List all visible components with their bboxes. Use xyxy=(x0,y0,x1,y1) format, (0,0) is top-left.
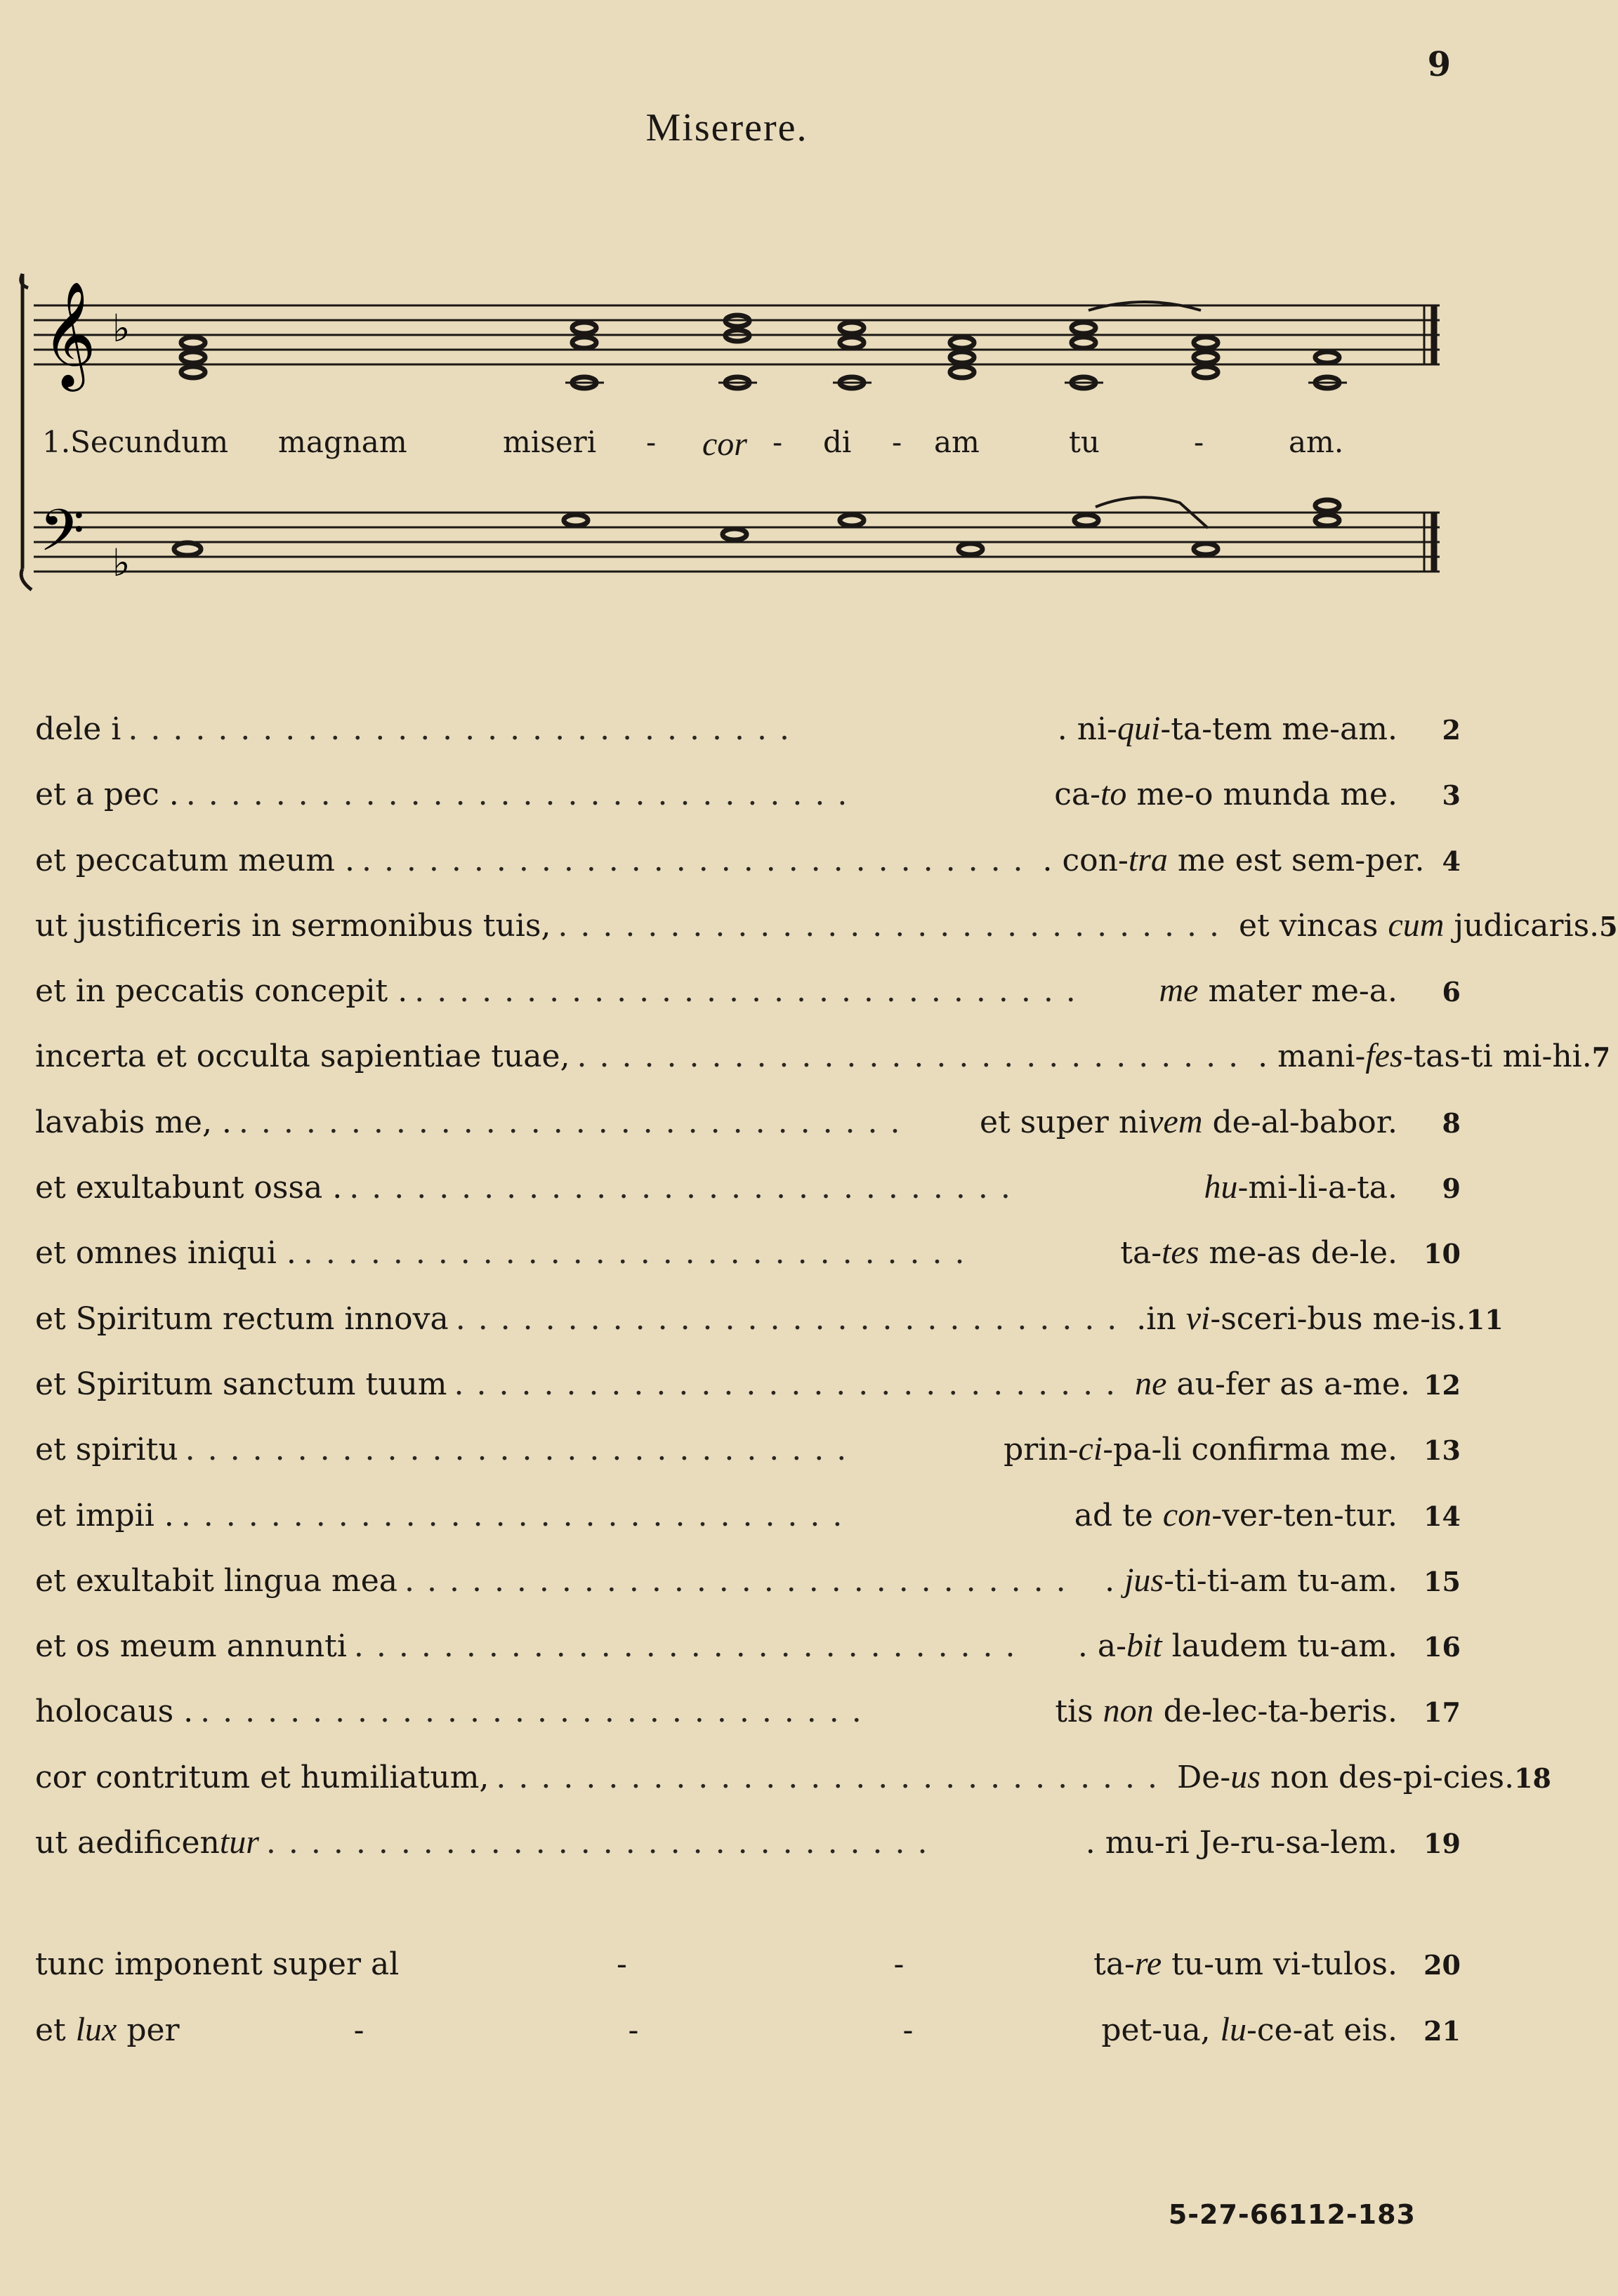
lyric-syllable: am. xyxy=(1289,425,1344,459)
verse-start: et Spiritum sanctum tuum xyxy=(35,1366,447,1402)
verse-row: cor contritum et humiliatum, .............................. De-us non des-pi-cies. 18 xyxy=(35,1757,1551,1795)
bass-clef-icon: 𝄢 xyxy=(39,496,85,579)
page-number: 9 xyxy=(1427,45,1451,84)
verse-end: me mater me-a. xyxy=(1159,972,1397,1010)
verse-number: 8 xyxy=(1442,1107,1461,1139)
verse-end: ad te con-ver-ten-tur. xyxy=(1074,1496,1397,1533)
verse-start: et peccatum meum . xyxy=(35,842,355,878)
verse-end: . mu-ri Je-ru-sa-lem. xyxy=(1085,1825,1397,1861)
verse-start: et in peccatis concepit . xyxy=(35,973,408,1010)
verse-start: et os meum annunti xyxy=(35,1628,347,1665)
verse-row: et os meum annunti .............................. . a-bit laudem tu-am. 16 xyxy=(35,1627,1461,1665)
verse-number: 11 xyxy=(1466,1303,1504,1335)
verse-end: et vincas cum judicaris. xyxy=(1239,906,1600,944)
lyric-syllable: miseri xyxy=(503,425,597,459)
verse-end: . jus-ti-ti-am tu-am. xyxy=(1105,1561,1397,1599)
verse-start: holocaus . xyxy=(35,1694,194,1730)
verse-number: 13 xyxy=(1423,1434,1461,1467)
verse-end: hu-mi-li-a-ta. xyxy=(1204,1168,1397,1206)
treble-notes xyxy=(181,315,1339,388)
verse-list xyxy=(35,709,1618,2076)
verse-row: lavabis me, . .............................. et super nivem de-al-babor. 8 xyxy=(35,1102,1461,1140)
verse-start: et Spiritum rectum innova xyxy=(35,1300,449,1337)
verse-row: et exultabit lingua mea .............................. . jus-ti-ti-am tu-am. 15 xyxy=(35,1561,1461,1599)
verse-row: et in peccatis concepit . .............................. me mater me-a. 6 xyxy=(35,972,1461,1010)
verse-row: et exultabunt ossa . .............................. hu-mi-li-a-ta. 9 xyxy=(35,1168,1461,1206)
verse-number: 5 xyxy=(1599,910,1618,942)
lyric-syllable: - xyxy=(772,425,783,459)
verse-start: tunc imponent super al xyxy=(35,1946,400,1983)
verse-number: 9 xyxy=(1442,1173,1461,1205)
verse-start: ut justificeris in sermonibus tuis, xyxy=(35,907,551,944)
verse-end: .in vi-sceri-bus me-is. xyxy=(1136,1299,1466,1337)
verse-row: et peccatum meum . .............................. . con-tra me est sem-per. 4 xyxy=(35,840,1461,878)
verse-number: 21 xyxy=(1423,2014,1461,2047)
verse-start: incerta et occulta sapientiae tuae, xyxy=(35,1038,570,1075)
verse-number: 3 xyxy=(1442,779,1461,812)
verse-number: 6 xyxy=(1442,976,1461,1008)
verse-number: 18 xyxy=(1514,1762,1551,1794)
verse-row: et impii . .............................. ad te con-ver-ten-tur. 14 xyxy=(35,1496,1461,1533)
flat-icon: ♭ xyxy=(112,541,131,585)
verse-start: et spiritu xyxy=(35,1432,178,1468)
lyric-syllable: 1.Secundum xyxy=(42,425,229,459)
verse-row: dele i .............................. . ni-qui-ta-tem me-am. 2 xyxy=(35,710,1461,747)
verse-start: dele i xyxy=(35,711,121,747)
verse-number: 14 xyxy=(1423,1500,1461,1532)
lyric-syllable: magnam xyxy=(278,425,407,459)
dash: - xyxy=(617,1946,627,1983)
verse-end: ta-re tu-um vi-tulos. xyxy=(1093,1945,1397,1983)
verse-end: ne au-fer as a-me. xyxy=(1135,1364,1410,1402)
system-bracket xyxy=(21,274,32,590)
verse-start: ut aedificentur xyxy=(35,1823,259,1861)
verse-number: 17 xyxy=(1423,1696,1461,1729)
lyric-syllable: tu xyxy=(1069,425,1100,459)
verse-row: ut justificeris in sermonibus tuis, .............................. et vincas cum judicaris. 5 xyxy=(35,906,1618,944)
treble-clef-icon: 𝄞 xyxy=(42,280,96,387)
dash: - xyxy=(628,2012,639,2048)
verse-number: 10 xyxy=(1423,1238,1461,1270)
verse-start: et impii . xyxy=(35,1497,174,1533)
verse-end: ca-to me-o munda me. xyxy=(1054,775,1397,813)
verse-start: et a pec . xyxy=(35,777,179,813)
verse-row: et Spiritum rectum innova .............................. .in vi-sceri-bus me-is. 11 xyxy=(35,1299,1504,1337)
lyric-syllable: am xyxy=(934,425,980,459)
verse-start: et exultabunt ossa . xyxy=(35,1170,343,1206)
verse-number: 2 xyxy=(1442,714,1461,746)
verse-number: 7 xyxy=(1591,1041,1611,1074)
verse-start: cor contritum et humiliatum, xyxy=(35,1759,489,1795)
verse-end: . con-tra me est sem-per. xyxy=(1042,840,1425,878)
lyric-syllable: di xyxy=(823,425,852,459)
verse-end: pet-ua, lu-ce-at eis. xyxy=(1101,2010,1397,2048)
lyric-syllable: cor xyxy=(702,425,747,463)
verse-number: 16 xyxy=(1423,1631,1461,1663)
verse-number: 20 xyxy=(1423,1949,1461,1981)
verse-end: . a-bit laudem tu-am. xyxy=(1077,1627,1397,1665)
verse-row: et spiritu .............................. prin-ci-pa-li confirma me. 13 xyxy=(35,1430,1461,1468)
verse-start: lavabis me, . xyxy=(35,1104,232,1140)
verse-end: . mani-fes-tas-ti mi-hi. xyxy=(1258,1037,1592,1075)
flat-icon: ♭ xyxy=(112,306,131,350)
lyric-syllable: - xyxy=(646,425,657,459)
verse-start: et exultabit lingua mea xyxy=(35,1562,397,1599)
dash: - xyxy=(902,2012,914,2048)
dash: - xyxy=(353,2012,364,2048)
verse-number: 4 xyxy=(1442,845,1461,877)
lyric-syllable: - xyxy=(892,425,902,459)
dash: - xyxy=(893,1946,905,1983)
verse-row: holocaus . .............................. tis non de-lec-ta-beris. 17 xyxy=(35,1692,1461,1730)
verse-row: ut aedificentur .............................. . mu-ri Je-ru-sa-lem. 19 xyxy=(35,1823,1461,1861)
verse-number: 19 xyxy=(1423,1828,1461,1860)
verse-row: et omnes iniqui . .............................. ta-tes me-as de-le. 10 xyxy=(35,1234,1461,1272)
verse-row: incerta et occulta sapientiae tuae, .............................. . mani-fes-tas-ti mi-hi. 7 xyxy=(35,1037,1611,1075)
verse-number: 15 xyxy=(1423,1565,1461,1597)
verse-row: et a pec . .............................. ca-to me-o munda me. 3 xyxy=(35,775,1461,813)
verse-start: et omnes iniqui . xyxy=(35,1235,296,1272)
verse-end: prin-ci-pa-li confirma me. xyxy=(1004,1430,1397,1468)
catalog-number: 5-27-66112-183 xyxy=(1168,2199,1416,2230)
verse-end: et super nivem de-al-babor. xyxy=(979,1102,1397,1140)
verse-row: et Spiritum sanctum tuum .............................. ne au-fer as a-me. 12 xyxy=(35,1364,1461,1402)
lyric-syllable: - xyxy=(1194,425,1204,459)
verse-end: De-us non des-pi-cies. xyxy=(1177,1757,1515,1795)
verse-row xyxy=(35,1944,1461,2010)
verse-end: . ni-qui-ta-tem me-am. xyxy=(1057,710,1397,747)
verse-start: et lux per xyxy=(35,2010,180,2048)
verse-row xyxy=(35,2010,1461,2076)
verse-number: 12 xyxy=(1423,1368,1461,1401)
page-title: Miserere. xyxy=(645,106,808,150)
verse-end: ta-tes me-as de-le. xyxy=(1120,1234,1397,1272)
verse-end: tis non de-lec-ta-beris. xyxy=(1055,1692,1397,1730)
